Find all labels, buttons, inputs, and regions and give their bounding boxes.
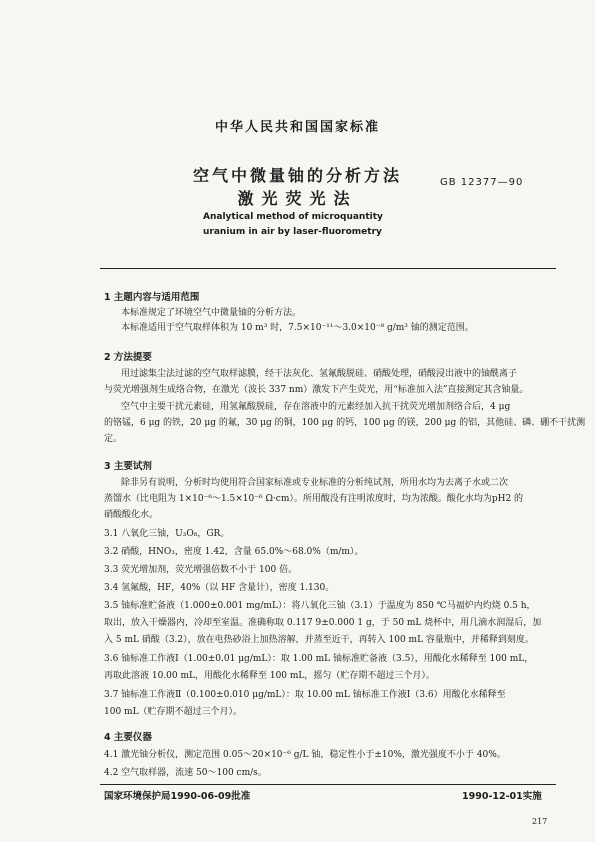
standard-code: GB 12377—90 [440, 177, 524, 188]
section-2-para-2c: 定。 [104, 434, 123, 444]
section-3-para-1c: 硝酸酸化水。 [104, 510, 159, 520]
section-2-heading: 2 方法提要 [104, 352, 152, 363]
section-2-para-2b: 的铬锰，6 μg 的铁，20 μg 的氟，30 μg 的铜，100 μg 的钙，100 μg 的镁，200 μg 的铝，其他硅、磷、硼不干扰测 [104, 418, 586, 428]
item-3-7-line1: 3.7 铀标准工作液Ⅱ（0.100±0.010 μg/mL）：取 10.00 mL 铀标准工作液Ⅰ（3.6）用酸化水稀释至 [104, 690, 506, 700]
section-1-para-1: 本标准规定了环境空气中微量铀的分析方法。 [121, 308, 302, 318]
item-3-4: 3.4 氢氟酸，HF，40%（以 HF 含量计），密度 1.130。 [104, 583, 335, 593]
document-title-line1: 空气中微量铀的分析方法 [192, 166, 402, 185]
item-3-5-line3: 入 5 mL 硝酸（3.2），放在电热砂浴上加热溶解，并蒸至近干，再转入 100 mL 容量瓶中，并稀释到刻度。 [104, 635, 534, 645]
page-number: 217 [532, 817, 548, 826]
section-4-heading: 4 主要仪器 [104, 732, 152, 743]
english-title-line1: Analytical method of microquantity [203, 212, 383, 222]
document-title-line2: 激光荧光法 [237, 189, 358, 208]
item-4-1: 4.1 激光铀分析仪，测定范围 0.05～20×10⁻⁶ g/L 铀，稳定性小于±10%，激光强度不小于 40%。 [104, 750, 506, 760]
standard-category-title: 中华人民共和国国家标准 [214, 120, 380, 135]
item-3-3: 3.3 荧光增加剂，荧光增强倍数不小于 100 倍。 [104, 565, 298, 575]
section-3-para-1b: 蒸馏水（比电阻为 1×10⁻⁶～1.5×10⁻⁶ Ω·cm）。所用酸没有注明浓度时，均为浓酸。酸化水均为pH2 的 [104, 494, 524, 504]
item-3-1: 3.1 八氧化三铀，U₃O₈，GR。 [104, 529, 230, 539]
section-2-para-2a: 空气中主要干扰元素硅，用氢氟酸脱硅，存在溶液中的元素经加入抗干扰荧光增加剂络合后，4 μg [121, 402, 511, 412]
section-2-para-1b: 与荧光增强剂生成络合物，在激光（波长 337 nm）激发下产生荧光，用“标准加入法”直接测定其含铀量。 [104, 385, 529, 395]
item-3-6-line1: 3.6 铀标准工作液Ⅰ（1.00±0.01 μg/mL）：取 1.00 mL 铀标准贮备液（3.5），用酸化水稀释至 100 mL， [104, 654, 534, 664]
effective-date: 1990-12-01实施 [462, 791, 542, 802]
english-title-line2: uranium in air by laser-fluorometry [203, 227, 382, 237]
item-3-6-line2: 再取此溶液 10.00 mL，用酸化水稀释至 100 mL，摇匀（贮存期不超过三个月）。 [104, 671, 435, 681]
approval-date: 国家环境保护局1990-06-09批准 [104, 791, 251, 802]
section-2-para-1a: 用过滤集尘法过滤的空气取样滤膜，经干法灰化、氢氟酸脱硅、硝酸处理，硝酸浸出液中的铀酰离子 [121, 369, 518, 379]
item-3-5-line1: 3.5 铀标准贮备液（1.000±0.001 mg/mL）：将八氧化三铀（3.1）于温度为 850 ℃马福炉内灼烧 0.5 h， [104, 601, 536, 611]
section-3-para-1a: 除非另有说明，分析时均使用符合国家标准或专业标准的分析纯试剂，所用水均为去离子水或二次 [121, 478, 509, 488]
item-4-2: 4.2 空气取样器，流速 50～100 cm/s。 [104, 768, 267, 778]
item-3-2: 3.2 硝酸，HNO₃，密度 1.42，含量 65.0%～68.0%（m/m）。 [104, 547, 364, 557]
item-3-5-line2: 取出，放入干燥器内，冷却至室温。准确称取 0.117 9±0.000 1 g，于 50 mL 烧杯中，用几滴水润湿后，加 [104, 618, 542, 628]
footer-divider [100, 784, 556, 785]
section-1-heading: 1 主题内容与适用范围 [104, 292, 200, 303]
section-3-heading: 3 主要试剂 [104, 461, 152, 472]
header-divider [100, 268, 556, 269]
item-3-7-line2: 100 mL（贮存期不超过三个月）。 [104, 707, 243, 717]
section-1-para-2: 本标准适用于空气取样体积为 10 m³ 时，7.5×10⁻¹¹～3.0×10⁻⁸ g/m³ 铀的测定范围。 [121, 323, 474, 333]
